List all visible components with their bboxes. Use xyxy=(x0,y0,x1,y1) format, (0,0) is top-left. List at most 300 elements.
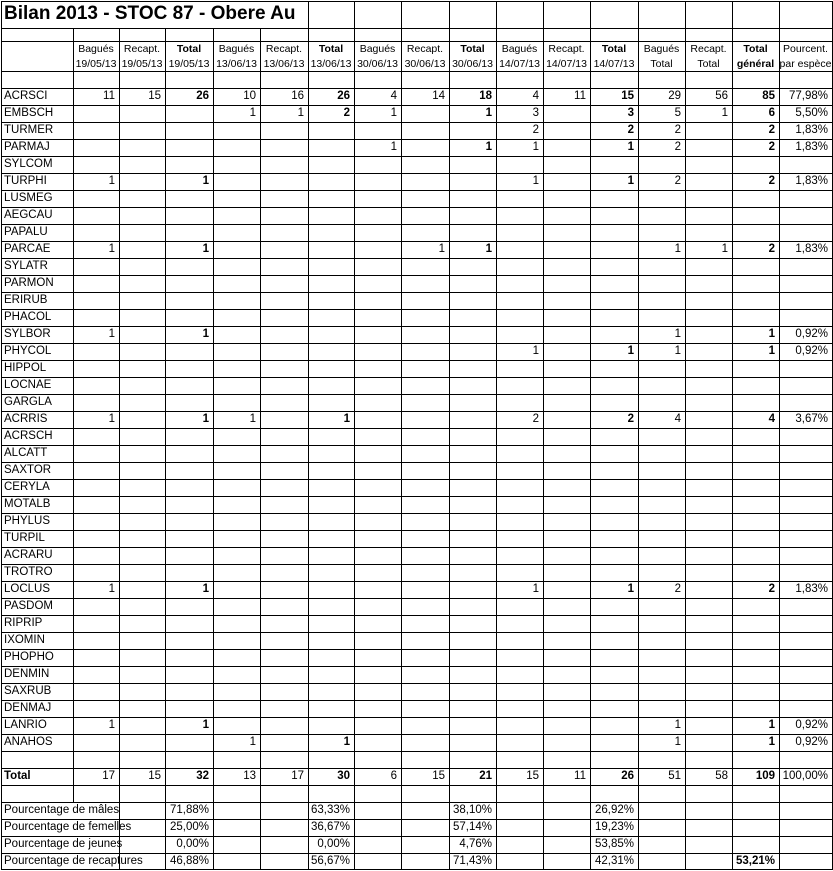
table-cell[interactable] xyxy=(213,462,260,479)
table-cell[interactable] xyxy=(779,275,832,292)
stat-cell[interactable]: 71,88% xyxy=(169,804,209,816)
table-cell[interactable] xyxy=(496,462,543,479)
table-cell[interactable] xyxy=(73,309,119,326)
table-cell[interactable]: 1 xyxy=(768,736,775,748)
table-cell[interactable] xyxy=(638,394,685,411)
table-cell[interactable] xyxy=(779,428,832,445)
table-cell[interactable] xyxy=(260,513,308,530)
table-cell[interactable] xyxy=(401,530,449,547)
table-cell[interactable] xyxy=(354,360,401,377)
table-cell[interactable] xyxy=(73,700,119,717)
column-subheader[interactable]: 13/06/13 xyxy=(216,58,257,70)
table-cell[interactable] xyxy=(779,258,832,275)
species-code[interactable]: HIPPOL xyxy=(4,362,47,374)
table-cell[interactable] xyxy=(449,547,496,564)
table-cell[interactable] xyxy=(308,326,354,343)
table-cell[interactable] xyxy=(590,496,638,513)
table-cell[interactable] xyxy=(449,156,496,173)
table-cell[interactable] xyxy=(401,207,449,224)
table-cell[interactable] xyxy=(354,530,401,547)
table-cell[interactable] xyxy=(496,479,543,496)
table-cell[interactable] xyxy=(354,479,401,496)
table-cell[interactable] xyxy=(685,683,732,700)
column-header[interactable]: Bagués xyxy=(359,43,396,55)
stat-cell[interactable]: 53,85% xyxy=(594,838,634,850)
table-cell[interactable] xyxy=(590,615,638,632)
table-cell[interactable]: 3 xyxy=(532,107,539,119)
column-subheader[interactable]: par espèce xyxy=(779,58,832,70)
table-cell[interactable] xyxy=(165,564,213,581)
table-cell[interactable] xyxy=(779,632,832,649)
species-code[interactable]: LOCNAE xyxy=(4,379,52,391)
table-cell[interactable] xyxy=(590,683,638,700)
table-cell[interactable] xyxy=(449,122,496,139)
table-cell[interactable] xyxy=(119,700,165,717)
table-cell[interactable] xyxy=(354,224,401,241)
table-cell[interactable] xyxy=(449,734,496,751)
table-cell[interactable] xyxy=(543,428,590,445)
table-cell[interactable] xyxy=(260,411,308,428)
table-cell[interactable] xyxy=(685,190,732,207)
table-cell[interactable] xyxy=(119,734,165,751)
table-cell[interactable] xyxy=(449,173,496,190)
table-cell[interactable] xyxy=(638,632,685,649)
table-cell[interactable] xyxy=(732,564,779,581)
table-cell[interactable] xyxy=(354,292,401,309)
table-cell[interactable] xyxy=(119,462,165,479)
species-code[interactable]: GARGLA xyxy=(4,396,52,408)
table-cell[interactable] xyxy=(308,445,354,462)
table-cell[interactable]: 1 xyxy=(202,175,209,187)
stat-label[interactable]: Pourcentage de recaptures xyxy=(4,855,143,867)
species-code[interactable]: DENMIN xyxy=(4,668,50,680)
column-header[interactable]: Total xyxy=(460,43,485,55)
table-cell[interactable] xyxy=(165,547,213,564)
species-code[interactable]: LOCLUS xyxy=(4,583,51,595)
species-code[interactable]: ANAHOS xyxy=(4,736,53,748)
table-cell[interactable]: 2 xyxy=(768,175,775,187)
species-code[interactable]: CERYLA xyxy=(4,481,50,493)
table-cell[interactable] xyxy=(213,666,260,683)
stat-cell[interactable]: 26,92% xyxy=(594,804,634,816)
table-cell[interactable] xyxy=(73,683,119,700)
table-cell[interactable] xyxy=(449,700,496,717)
table-cell[interactable] xyxy=(638,564,685,581)
table-cell[interactable] xyxy=(260,343,308,360)
table-cell[interactable] xyxy=(779,309,832,326)
column-subheader[interactable]: Total xyxy=(697,58,720,70)
table-cell[interactable]: 1 xyxy=(108,583,115,595)
table-cell[interactable] xyxy=(496,530,543,547)
table-cell[interactable]: 0,92% xyxy=(795,345,828,357)
table-cell[interactable] xyxy=(165,122,213,139)
table-cell[interactable] xyxy=(165,275,213,292)
table-cell[interactable] xyxy=(213,275,260,292)
table-cell[interactable]: 1 xyxy=(202,583,209,595)
table-cell[interactable]: 1 xyxy=(438,243,445,255)
table-cell[interactable] xyxy=(543,581,590,598)
table-cell[interactable] xyxy=(590,360,638,377)
table-cell[interactable] xyxy=(73,462,119,479)
table-cell[interactable] xyxy=(685,479,732,496)
table-cell[interactable] xyxy=(73,394,119,411)
table-cell[interactable] xyxy=(165,207,213,224)
table-cell[interactable] xyxy=(779,683,832,700)
table-cell[interactable] xyxy=(260,326,308,343)
table-cell[interactable] xyxy=(401,275,449,292)
table-cell[interactable]: 1 xyxy=(390,141,397,153)
table-cell[interactable] xyxy=(543,513,590,530)
table-cell[interactable] xyxy=(779,513,832,530)
table-cell[interactable] xyxy=(543,666,590,683)
table-cell[interactable] xyxy=(401,173,449,190)
table-cell[interactable] xyxy=(308,598,354,615)
table-cell[interactable] xyxy=(119,598,165,615)
table-cell[interactable] xyxy=(260,530,308,547)
table-cell[interactable] xyxy=(308,513,354,530)
table-cell[interactable]: 2 xyxy=(768,124,775,136)
table-cell[interactable] xyxy=(308,581,354,598)
table-cell[interactable] xyxy=(449,258,496,275)
table-cell[interactable] xyxy=(401,615,449,632)
table-cell[interactable] xyxy=(685,513,732,530)
table-cell[interactable] xyxy=(213,139,260,156)
table-cell[interactable] xyxy=(308,309,354,326)
table-cell[interactable] xyxy=(354,683,401,700)
table-cell[interactable] xyxy=(401,479,449,496)
table-cell[interactable] xyxy=(638,360,685,377)
table-cell[interactable] xyxy=(685,564,732,581)
table-cell[interactable] xyxy=(73,564,119,581)
table-cell[interactable] xyxy=(260,479,308,496)
table-cell[interactable]: 1 xyxy=(627,583,634,595)
table-cell[interactable] xyxy=(590,479,638,496)
table-cell[interactable] xyxy=(308,122,354,139)
table-cell[interactable] xyxy=(213,258,260,275)
table-cell[interactable] xyxy=(213,309,260,326)
table-cell[interactable] xyxy=(165,462,213,479)
table-cell[interactable]: 0,92% xyxy=(795,328,828,340)
table-cell[interactable] xyxy=(779,700,832,717)
table-cell[interactable] xyxy=(779,530,832,547)
table-cell[interactable] xyxy=(308,632,354,649)
table-cell[interactable] xyxy=(638,258,685,275)
table-cell[interactable] xyxy=(638,700,685,717)
table-cell[interactable]: 1 xyxy=(485,141,492,153)
table-cell[interactable] xyxy=(354,190,401,207)
table-cell[interactable] xyxy=(260,717,308,734)
table-cell[interactable] xyxy=(401,377,449,394)
table-cell[interactable] xyxy=(73,598,119,615)
table-cell[interactable]: 1 xyxy=(532,175,539,187)
table-cell[interactable] xyxy=(308,649,354,666)
total-cell[interactable]: 21 xyxy=(479,770,492,782)
table-cell[interactable] xyxy=(449,394,496,411)
table-cell[interactable] xyxy=(496,428,543,445)
table-cell[interactable] xyxy=(119,411,165,428)
table-cell[interactable] xyxy=(449,530,496,547)
table-cell[interactable] xyxy=(496,190,543,207)
table-cell[interactable] xyxy=(354,241,401,258)
column-header[interactable]: Pourcent. xyxy=(783,43,828,55)
table-cell[interactable] xyxy=(543,734,590,751)
table-cell[interactable] xyxy=(685,343,732,360)
table-cell[interactable] xyxy=(543,649,590,666)
table-cell[interactable] xyxy=(449,717,496,734)
table-cell[interactable] xyxy=(449,513,496,530)
table-cell[interactable] xyxy=(213,564,260,581)
table-cell[interactable] xyxy=(260,564,308,581)
table-cell[interactable] xyxy=(308,360,354,377)
table-cell[interactable] xyxy=(638,292,685,309)
table-cell[interactable] xyxy=(590,513,638,530)
table-cell[interactable] xyxy=(119,428,165,445)
table-cell[interactable] xyxy=(543,479,590,496)
sheet-title[interactable]: Bilan 2013 - STOC 87 - Obere Au xyxy=(4,3,296,24)
table-cell[interactable] xyxy=(496,360,543,377)
table-cell[interactable] xyxy=(590,530,638,547)
table-cell[interactable] xyxy=(449,598,496,615)
table-cell[interactable] xyxy=(543,292,590,309)
table-cell[interactable] xyxy=(496,700,543,717)
table-cell[interactable]: 1 xyxy=(202,328,209,340)
table-cell[interactable]: 1 xyxy=(485,107,492,119)
table-cell[interactable] xyxy=(119,530,165,547)
table-cell[interactable]: 1 xyxy=(202,243,209,255)
table-cell[interactable] xyxy=(449,615,496,632)
species-code[interactable]: LANRIO xyxy=(4,719,47,731)
table-cell[interactable] xyxy=(543,258,590,275)
table-cell[interactable]: 1 xyxy=(674,719,681,731)
table-cell[interactable] xyxy=(496,564,543,581)
total-cell[interactable]: 109 xyxy=(755,770,775,782)
table-cell[interactable] xyxy=(590,666,638,683)
species-code[interactable]: SYLCOM xyxy=(4,158,53,170)
table-cell[interactable] xyxy=(779,207,832,224)
table-cell[interactable] xyxy=(543,122,590,139)
table-cell[interactable] xyxy=(308,547,354,564)
table-cell[interactable]: 5,50% xyxy=(795,107,828,119)
table-cell[interactable] xyxy=(449,683,496,700)
table-cell[interactable] xyxy=(638,224,685,241)
table-cell[interactable] xyxy=(449,275,496,292)
table-cell[interactable] xyxy=(260,496,308,513)
table-cell[interactable] xyxy=(401,700,449,717)
table-cell[interactable] xyxy=(165,428,213,445)
table-cell[interactable] xyxy=(449,564,496,581)
table-cell[interactable]: 1 xyxy=(202,719,209,731)
total-cell[interactable]: 11 xyxy=(574,770,586,782)
table-cell[interactable] xyxy=(119,547,165,564)
table-cell[interactable] xyxy=(308,428,354,445)
table-cell[interactable] xyxy=(496,445,543,462)
column-subheader[interactable]: 14/07/13 xyxy=(593,58,635,70)
table-cell[interactable] xyxy=(449,377,496,394)
table-cell[interactable] xyxy=(308,666,354,683)
table-cell[interactable] xyxy=(308,224,354,241)
table-cell[interactable] xyxy=(260,683,308,700)
table-cell[interactable] xyxy=(213,717,260,734)
table-cell[interactable]: 1,83% xyxy=(795,583,828,595)
table-cell[interactable] xyxy=(685,581,732,598)
table-cell[interactable] xyxy=(213,173,260,190)
table-cell[interactable] xyxy=(638,513,685,530)
table-cell[interactable] xyxy=(260,275,308,292)
total-cell[interactable]: 32 xyxy=(196,770,209,782)
table-cell[interactable] xyxy=(308,717,354,734)
table-cell[interactable] xyxy=(213,156,260,173)
total-cell[interactable]: 15 xyxy=(148,770,161,782)
table-cell[interactable] xyxy=(590,156,638,173)
total-cell[interactable]: 30 xyxy=(337,770,350,782)
stat-cell[interactable]: 42,31% xyxy=(594,855,634,867)
table-cell[interactable] xyxy=(308,479,354,496)
table-cell[interactable] xyxy=(73,292,119,309)
column-header[interactable]: Recapt. xyxy=(265,43,303,55)
table-cell[interactable] xyxy=(496,258,543,275)
table-cell[interactable] xyxy=(685,411,732,428)
table-cell[interactable] xyxy=(401,666,449,683)
table-cell[interactable]: 16 xyxy=(291,90,304,102)
total-cell[interactable]: 13 xyxy=(243,770,256,782)
stat-cell[interactable]: 19,23% xyxy=(594,821,634,833)
table-cell[interactable] xyxy=(213,241,260,258)
species-code[interactable]: PARCAE xyxy=(4,243,51,255)
table-cell[interactable] xyxy=(308,190,354,207)
table-cell[interactable]: 26 xyxy=(337,90,350,102)
species-code[interactable]: PHYLUS xyxy=(4,515,51,527)
table-cell[interactable] xyxy=(590,241,638,258)
table-cell[interactable] xyxy=(401,496,449,513)
column-header[interactable]: Recapt. xyxy=(548,43,585,55)
table-cell[interactable] xyxy=(354,564,401,581)
table-cell[interactable] xyxy=(73,530,119,547)
table-cell[interactable] xyxy=(685,309,732,326)
table-cell[interactable] xyxy=(308,241,354,258)
table-cell[interactable] xyxy=(213,122,260,139)
table-cell[interactable] xyxy=(401,326,449,343)
table-cell[interactable] xyxy=(638,309,685,326)
table-cell[interactable] xyxy=(638,377,685,394)
table-cell[interactable] xyxy=(165,530,213,547)
table-cell[interactable] xyxy=(496,547,543,564)
table-cell[interactable]: 2 xyxy=(768,141,775,153)
table-cell[interactable] xyxy=(496,666,543,683)
species-code[interactable]: AEGCAU xyxy=(4,209,53,221)
table-cell[interactable] xyxy=(590,292,638,309)
table-cell[interactable] xyxy=(590,326,638,343)
table-cell[interactable] xyxy=(496,275,543,292)
table-cell[interactable] xyxy=(779,547,832,564)
table-cell[interactable] xyxy=(165,258,213,275)
table-cell[interactable] xyxy=(401,156,449,173)
table-cell[interactable] xyxy=(165,700,213,717)
column-header[interactable]: Bagués xyxy=(78,43,114,55)
table-cell[interactable] xyxy=(449,496,496,513)
table-cell[interactable] xyxy=(119,275,165,292)
table-cell[interactable] xyxy=(119,122,165,139)
table-cell[interactable] xyxy=(260,581,308,598)
species-code[interactable]: PASDOM xyxy=(4,600,53,612)
table-cell[interactable] xyxy=(119,207,165,224)
table-cell[interactable] xyxy=(449,224,496,241)
table-cell[interactable] xyxy=(354,207,401,224)
species-code[interactable]: ACRSCI xyxy=(4,90,48,102)
table-cell[interactable] xyxy=(213,649,260,666)
table-cell[interactable] xyxy=(213,615,260,632)
table-cell[interactable] xyxy=(73,377,119,394)
column-header[interactable]: Total xyxy=(743,43,768,55)
table-cell[interactable] xyxy=(496,377,543,394)
table-cell[interactable] xyxy=(308,564,354,581)
table-cell[interactable] xyxy=(165,377,213,394)
species-code[interactable]: ACRSCH xyxy=(4,430,53,442)
table-cell[interactable] xyxy=(354,309,401,326)
table-cell[interactable] xyxy=(260,258,308,275)
table-cell[interactable] xyxy=(638,462,685,479)
column-subheader[interactable]: 30/06/13 xyxy=(357,58,398,70)
table-cell[interactable] xyxy=(685,700,732,717)
table-cell[interactable] xyxy=(685,666,732,683)
table-cell[interactable] xyxy=(260,428,308,445)
table-cell[interactable] xyxy=(119,343,165,360)
table-cell[interactable] xyxy=(685,377,732,394)
table-cell[interactable] xyxy=(213,581,260,598)
table-cell[interactable] xyxy=(685,734,732,751)
table-cell[interactable] xyxy=(685,496,732,513)
table-cell[interactable] xyxy=(638,207,685,224)
table-cell[interactable] xyxy=(213,496,260,513)
table-cell[interactable] xyxy=(73,666,119,683)
table-cell[interactable] xyxy=(779,224,832,241)
table-cell[interactable] xyxy=(354,717,401,734)
table-cell[interactable] xyxy=(260,360,308,377)
table-cell[interactable] xyxy=(685,258,732,275)
table-cell[interactable] xyxy=(260,598,308,615)
table-cell[interactable] xyxy=(73,734,119,751)
table-cell[interactable]: 1,83% xyxy=(795,141,828,153)
table-cell[interactable] xyxy=(354,377,401,394)
table-cell[interactable]: 6 xyxy=(768,107,775,119)
table-cell[interactable] xyxy=(119,173,165,190)
table-cell[interactable]: 1,83% xyxy=(795,243,828,255)
table-cell[interactable] xyxy=(119,581,165,598)
table-cell[interactable] xyxy=(496,632,543,649)
table-cell[interactable] xyxy=(308,207,354,224)
table-cell[interactable] xyxy=(779,564,832,581)
species-code[interactable]: ACRARU xyxy=(4,549,53,561)
table-cell[interactable] xyxy=(73,207,119,224)
table-cell[interactable] xyxy=(496,734,543,751)
table-cell[interactable] xyxy=(732,683,779,700)
table-cell[interactable]: 10 xyxy=(243,90,256,102)
table-cell[interactable] xyxy=(543,411,590,428)
table-cell[interactable] xyxy=(401,581,449,598)
table-cell[interactable] xyxy=(401,224,449,241)
table-cell[interactable] xyxy=(119,513,165,530)
column-header[interactable]: Total xyxy=(601,43,627,55)
stat-cell[interactable]: 57,14% xyxy=(452,821,492,833)
table-cell[interactable] xyxy=(73,649,119,666)
table-cell[interactable] xyxy=(779,496,832,513)
table-cell[interactable]: 0,92% xyxy=(795,719,828,731)
stat-cell[interactable]: 71,43% xyxy=(452,855,492,867)
table-cell[interactable]: 1 xyxy=(249,107,256,119)
table-cell[interactable] xyxy=(260,156,308,173)
table-cell[interactable] xyxy=(590,632,638,649)
species-code[interactable]: DENMAJ xyxy=(4,702,52,714)
table-cell[interactable] xyxy=(779,190,832,207)
